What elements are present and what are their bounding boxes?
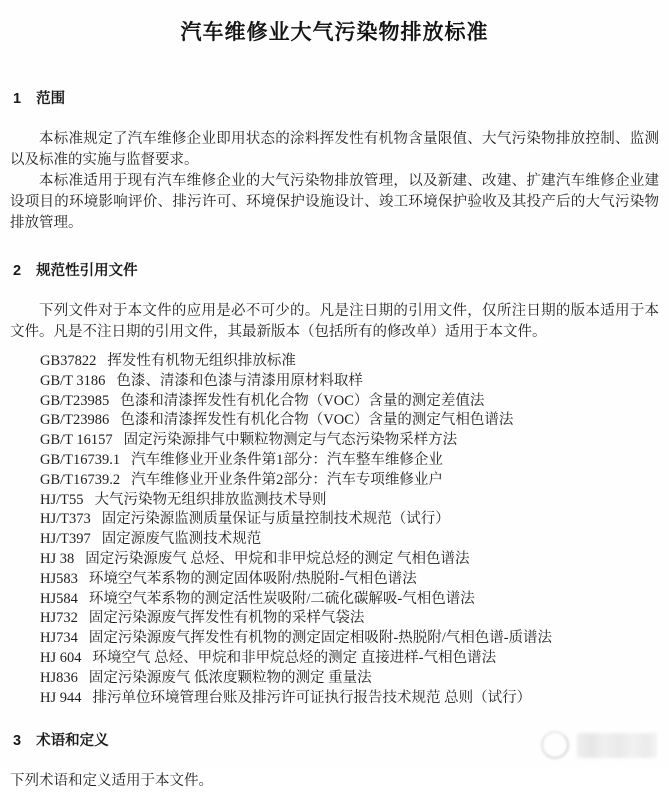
section-3-title: 术语和定义 (36, 733, 109, 750)
section-2-title: 规范性引用文件 (36, 263, 138, 279)
reference-item (40, 471, 659, 491)
section-1-heading (13, 87, 659, 108)
reference-title: 挥发性有机物无组织排放标准 (107, 353, 296, 369)
section-2-heading (13, 259, 659, 280)
reference-item (40, 510, 659, 530)
reference-title: 大气污染物无组织排放监测技术导则 (94, 491, 327, 508)
reference-item (40, 609, 659, 629)
reference-code: HJ/T397 (40, 531, 91, 548)
reference-item (40, 411, 659, 431)
reference-code: HJ 944 (40, 689, 82, 706)
reference-title: 固定污染源废气挥发性有机物的测定固定相吸附-热脱附/气相色谱-质谱法 (88, 630, 553, 647)
reference-code: HJ/T373 (40, 511, 91, 528)
paragraph: 下列文件对于本文件的应用是必不可少的。凡是注日期的引用文件，仅所注日期的版本适用于本文件。凡是不注日期的引用文件，其最新版本（包括所有的修改单）适用于本文件。 (10, 303, 659, 340)
reference-code: GB/T23985 (40, 392, 110, 409)
reference-item (40, 689, 659, 709)
document-title: 汽车维修业大气污染物排放标准 (180, 21, 489, 44)
reference-item (40, 530, 659, 550)
reference-title: 固定污染源废气 低浓度颗粒物的测定 重量法 (88, 669, 372, 686)
reference-item (40, 590, 659, 610)
section-3-body (10, 771, 659, 792)
section-3-number: 3 (13, 733, 22, 750)
reference-code: HJ/T55 (40, 491, 84, 508)
reference-item (40, 550, 659, 570)
reference-title: 固定污染源排气中颗粒物测定与气态污染物采样方法 (123, 432, 458, 449)
reference-title: 色漆和清漆挥发性有机化合物（VOC）含量的测定气相色谱法 (120, 412, 514, 429)
reference-title: 固定污染源废气挥发性有机物的采样气袋法 (88, 610, 365, 627)
reference-code: GB/T 3186 (40, 372, 106, 389)
reference-code: HJ732 (40, 610, 78, 627)
reference-title: 固定源废气监测技术规范 (101, 531, 262, 548)
reference-code: HJ 604 (40, 649, 82, 666)
section-1-title: 范围 (36, 91, 66, 107)
reference-title: 色漆、清漆和色漆与清漆用原材料取样 (116, 372, 363, 389)
reference-code: HJ836 (40, 669, 78, 686)
reference-title: 色漆和清漆挥发性有机化合物（VOC）含量的测定差值法 (120, 392, 485, 409)
reference-title: 固定污染源废气 总烃、甲烷和非甲烷总烃的测定 气相色谱法 (85, 550, 470, 567)
section-2-body (10, 301, 659, 343)
reference-code: GB37822 (40, 353, 97, 369)
reference-item (40, 649, 659, 669)
reference-code: HJ583 (40, 570, 78, 587)
reference-code: HJ 38 (40, 550, 75, 567)
section-1-body (10, 129, 659, 234)
reference-title: 环境空气苯系物的测定活性炭吸附/二硫化碳解吸-气相色谱法 (88, 590, 475, 607)
paragraph: 下列术语和定义适用于本文件。 (10, 773, 213, 790)
reference-list (10, 352, 659, 708)
reference-code: GB/T 16157 (40, 432, 113, 449)
reference-title: 固定污染源监测质量保证与质量控制技术规范（试行） (101, 511, 450, 528)
reference-item (40, 352, 659, 372)
reference-item (40, 372, 659, 392)
reference-item (40, 451, 659, 471)
section-1-number: 1 (13, 91, 22, 107)
reference-title: 汽车维修业开业条件第1部分：汽车整车维修企业 (131, 451, 443, 468)
reference-title: 环境空气 总烃、甲烷和非甲烷总烃的测定 直接进样-气相色谱法 (92, 649, 497, 666)
section-2-number: 2 (13, 263, 22, 279)
reference-code: HJ584 (40, 590, 78, 607)
watermark-logo-icon (541, 731, 569, 759)
reference-item (40, 629, 659, 649)
watermark-blurred-text (577, 733, 657, 758)
paragraph: 本标准适用于现有汽车维修企业的大气污染物排放管理，以及新建、改建、扩建汽车维修企业建设项目的环境影响评价、排污许可、环境保护设施设计、竣工环境保护验收及其投产后的大气污染物排放管理。 (10, 173, 659, 231)
reference-title: 排污单位环境管理台账及排污许可证执行报告技术规范 总则（试行） (92, 689, 532, 706)
reference-item (40, 669, 659, 689)
watermark (541, 731, 657, 759)
reference-code: GB/T16739.2 (40, 471, 121, 488)
paragraph: 本标准规定了汽车维修企业即用状态的涂料挥发性有机物含量限值、大气污染物排放控制、监测以及标准的实施与监督要求。 (10, 131, 659, 168)
reference-item (40, 570, 659, 590)
reference-code: GB/T16739.1 (40, 451, 121, 468)
reference-item (40, 431, 659, 451)
reference-code: GB/T23986 (40, 412, 110, 429)
reference-item (40, 491, 659, 511)
reference-code: HJ734 (40, 630, 78, 647)
reference-title: 汽车维修业开业条件第2部分：汽车专项维修业户 (131, 471, 443, 488)
reference-item (40, 392, 659, 412)
reference-title: 环境空气苯系物的测定固体吸附/热脱附-气相色谱法 (88, 570, 417, 587)
